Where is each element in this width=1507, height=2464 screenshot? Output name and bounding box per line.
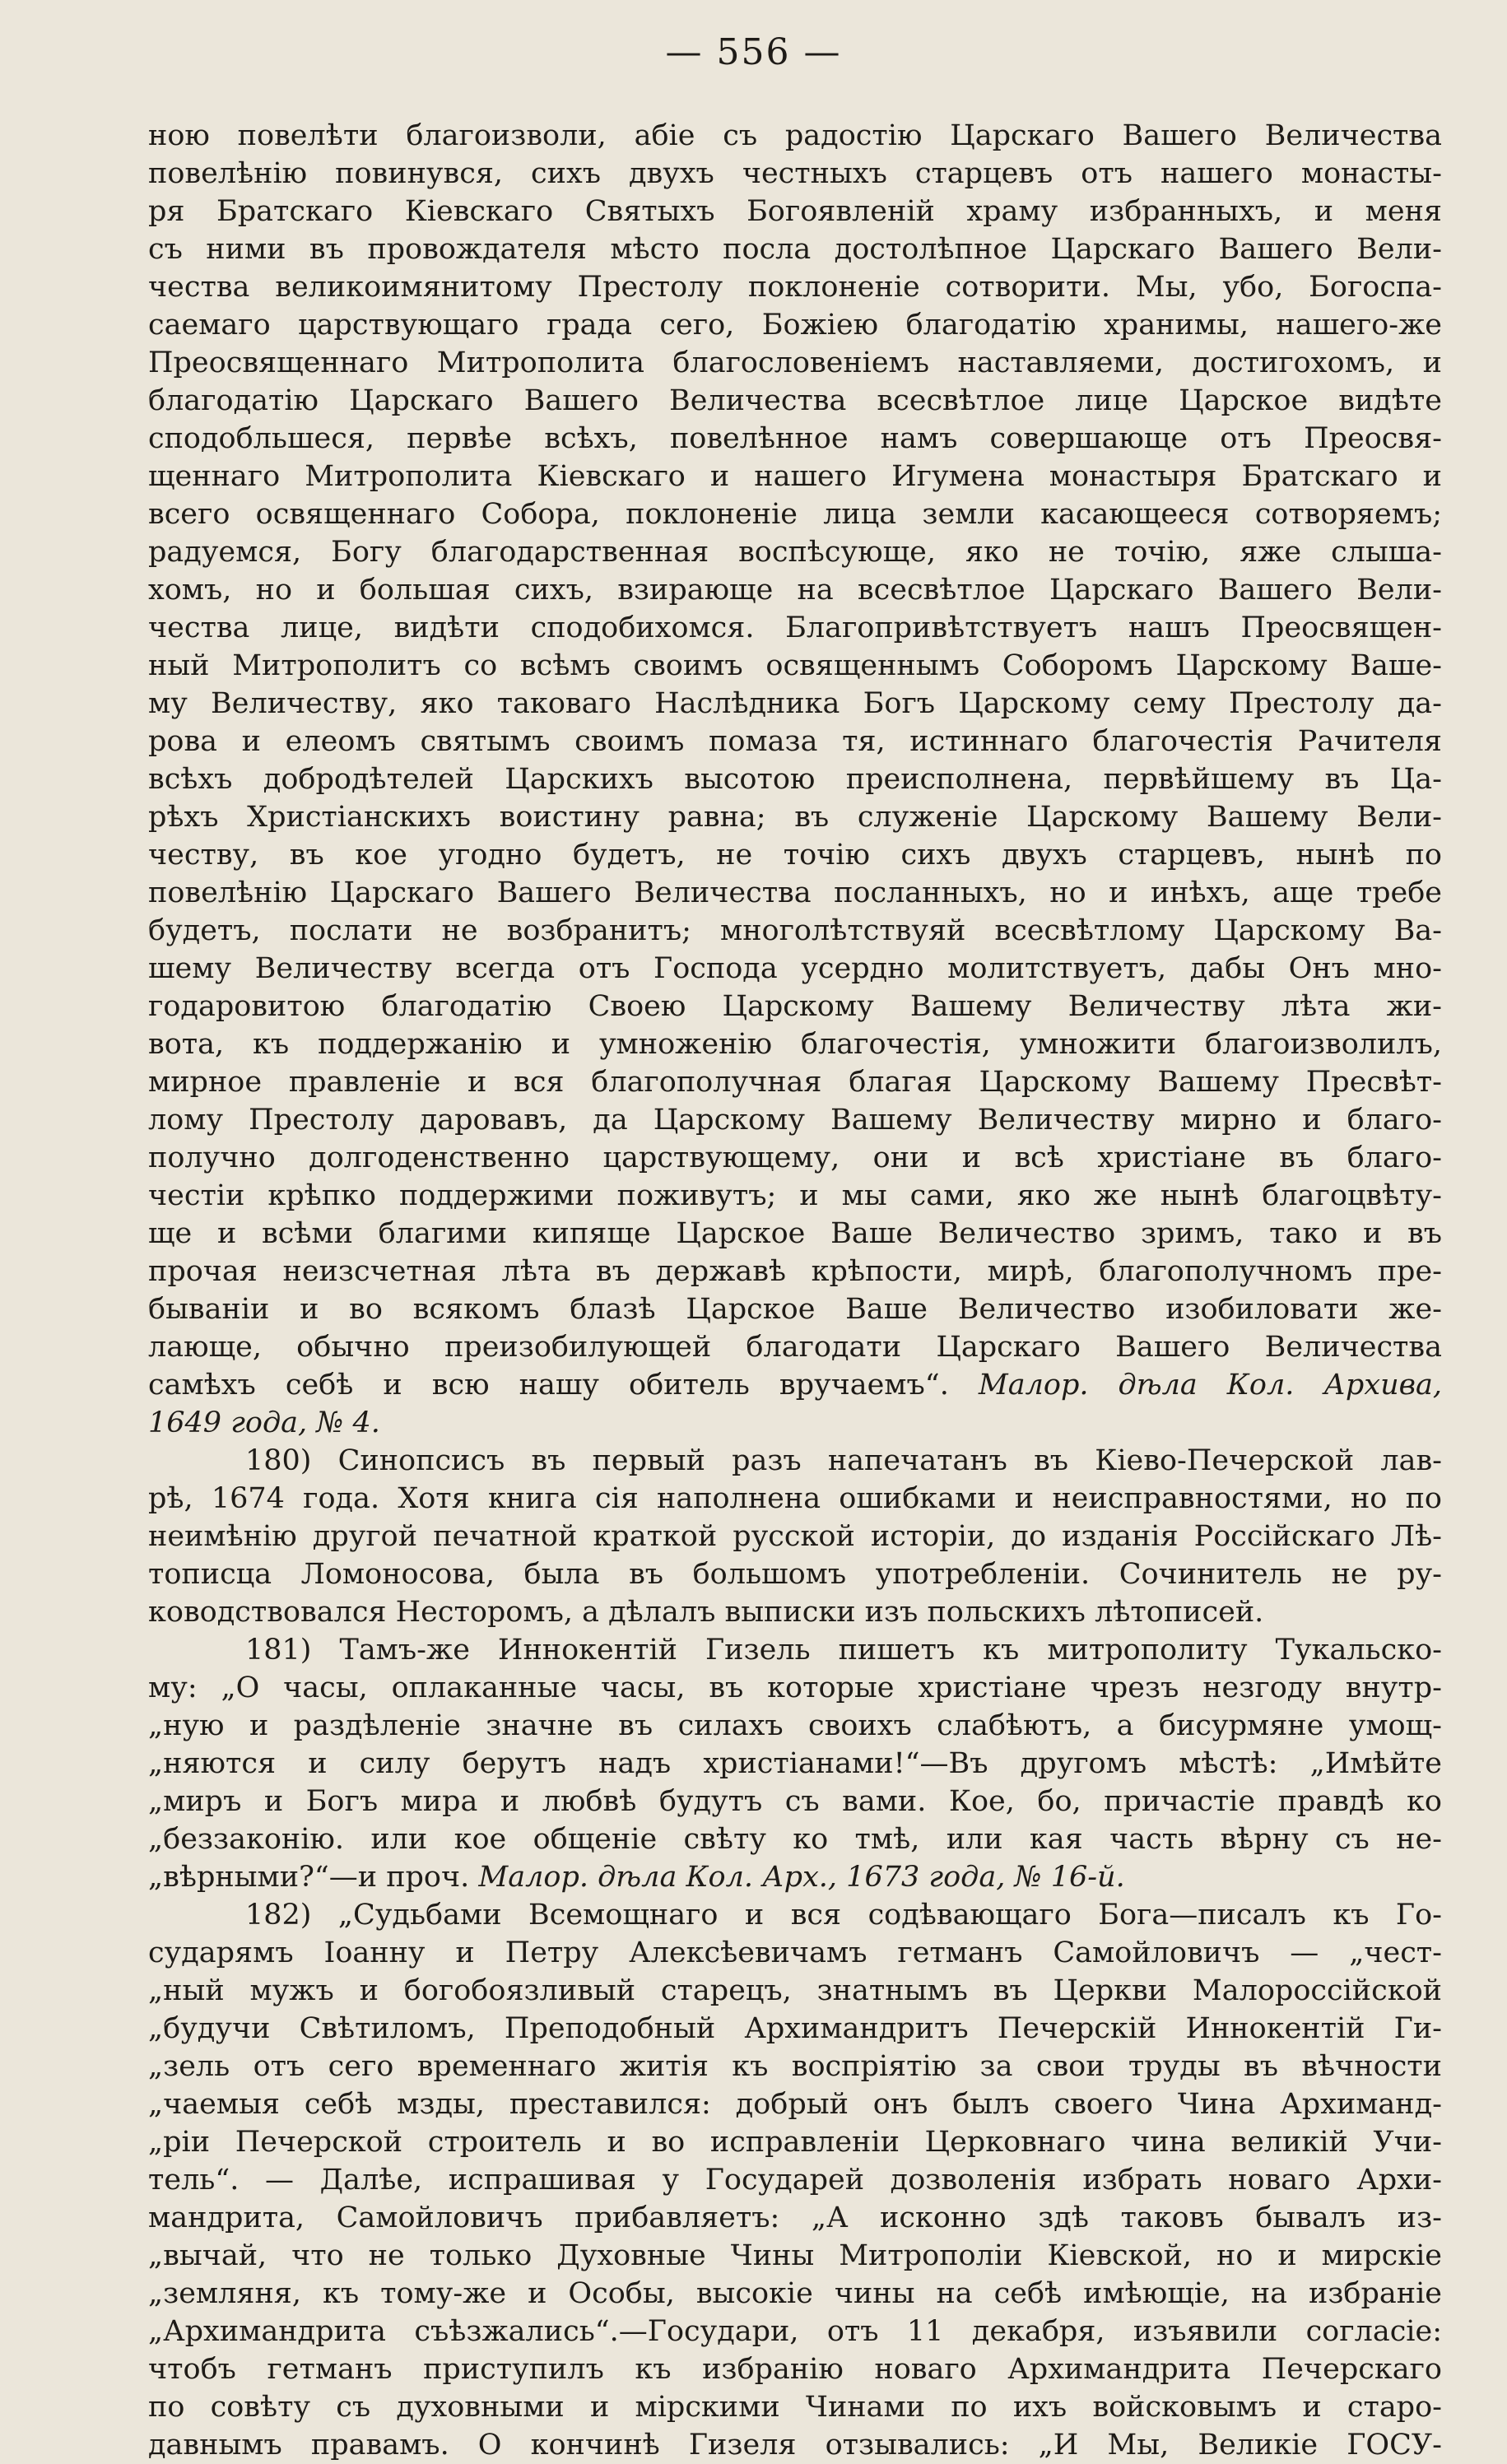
text-line: „беззаконію. или кое общеніе свѣту ко тмѣ, или кая часть вѣрну съ не- [148,1823,1442,1856]
text-line: рѣхъ Христіанскихъ воистину равна; въ служеніе Царскому Вашему Вели- [148,801,1442,834]
text-line: повелѣнію Царскаго Вашего Величества посланныхъ, но и инѣхъ, аще требе [148,876,1442,909]
text-line: получно долгоденственно царствующему, они и всѣ христіане въ благо- [148,1141,1442,1174]
citation-text: „вѣрными?“—и проч. [148,1861,470,1894]
citation-source: Малор. дѣла Кол. Архива, [978,1369,1442,1402]
text-line: годаровитою благодатію Своею Царскому Вашему Величеству лѣта жи- [148,990,1442,1023]
text-line: радуемся, Богу благодарственная воспѣсующе, яко не точію, яже слыша- [148,536,1442,569]
text-line: по совѣту съ духовными и мірскими Чинами по ихъ войсковымъ и старо- [148,2391,1442,2424]
text-line: честву, въ кое угодно будетъ, не точію сихъ двухъ старцевъ, нынѣ по [148,839,1442,872]
text-line: повелѣнію повинувся, сихъ двухъ честныхъ старцевъ отъ нашего монасты- [148,157,1442,190]
footnote-180 [148,1442,1442,1631]
citation-source: 1649 года, № 4. [148,1406,380,1439]
text-line: сударямъ Іоанну и Петру Алексѣевичамъ гетманъ Самойловичъ — „чест- [148,1936,1442,1969]
text-line: „ную и раздѣленіе значне въ силахъ своихъ слабѣютъ, а бисурмяне умощ- [148,1709,1442,1742]
text-line: лающе, обычно преизобилующей благодати Царскаго Вашего Величества [148,1331,1442,1364]
text-line: ный Митрополитъ со всѣмъ своимъ освященнымъ Соборомъ Царскому Вашe- [148,649,1442,682]
citation-line [148,1858,1442,1896]
text-line: будетъ, послати не возбранитъ; многолѣтствуяй всесвѣтлому Царскому Ва- [148,914,1442,947]
text-line: 180) Синопсисъ въ первый разъ напечатанъ въ Кіево-Печерской лав- [245,1444,1442,1477]
text-line: тописца Ломоносова, была въ большомъ употребленіи. Сочинитель не ру- [148,1558,1442,1591]
main-text [148,117,1442,2464]
text-line: съ ними въ провождателя мѣсто посла достолѣпное Царскаго Вашего Вели- [148,233,1442,266]
text-line: 181) Тамъ-же Иннокентій Гизель пишетъ къ митрополиту Тукальско- [245,1634,1442,1667]
text-line: чества лице, видѣти сподобихомся. Благопривѣтствуетъ нашъ Преосвящен- [148,611,1442,644]
citation-text: самѣхъ себѣ и всю нашу обитель вручаемъ“. [148,1369,949,1402]
text-line: „ный мужъ и богобоязливый старецъ, знатнымъ въ Церкви Малороссійской [148,1974,1442,2007]
text-line: мирное правленіе и вся благополучная благая Царскому Вашему Пресвѣт- [148,1066,1442,1099]
text-line: „зель отъ сего временнаго житія къ воспріятію за свои труды въ вѣчности [148,2050,1442,2083]
text-line: чества великоимянитому Престолу поклоненіе сотворити. Мы, убо, Богоспа- [148,271,1442,304]
text-line: „земляня, къ тому-же и Особы, высокіе чины на себѣ имѣющіе, на избраніе [148,2277,1442,2310]
letter-paragraph [148,117,1442,1442]
text-line: ною повелѣти благоизволи, абіе съ радостію Царскаго Вашего Величества [148,119,1442,152]
citation-source: Малор. дѣла Кол. Арх., 1673 года, № 16-й. [478,1861,1125,1894]
citation-line [148,1366,1442,1404]
text-line: тель“. — Далѣе, испрашивая у Государей дозволенія избрать новаго Архи- [148,2164,1442,2197]
text-line: неимѣнію другой печатной краткой русской исторіи, до изданія Россійскаго Лѣ- [148,1520,1442,1553]
page-number: — 556 — [665,31,842,73]
text-line: шему Величеству всегда отъ Господа усердно молитствуетъ, дабы Онъ мно- [148,952,1442,985]
text-line: вота, къ поддержанію и умноженію благочестія, умножити благоизволилъ, [148,1028,1442,1061]
text-line: мандрита, Самойловичъ прибавляетъ: „А исконно здѣ таковъ бывалъ из- [148,2201,1442,2234]
text-line: му Величеству, яко таковаго Наслѣдника Богъ Царскому сему Престолу да- [148,687,1442,720]
text-line: щеннаго Митрополита Кіевскаго и нашего Игумена монастыря Братскаго и [148,460,1442,493]
text-line: хомъ, но и большая сихъ, взирающе на всесвѣтлое Царскаго Вашего Вели- [148,574,1442,607]
text-line: рѣ, 1674 года. Хотя книга сія наполнена ошибками и неисправностями, но по [148,1482,1442,1515]
text-line: „миръ и Богъ мира и любвѣ будутъ съ вами. Кое, бо, причастіе правдѣ ко [148,1785,1442,1818]
text-line: давнымъ правамъ. О кончинѣ Гизеля отзывались: „И Мы, Великіе ГОСУ- [148,2429,1442,2462]
text-line: благодатію Царскаго Вашего Величества всесвѣтлое лице Царское видѣте [148,384,1442,417]
text-line: бываніи и во всякомъ блазѣ Царское Ваше Величество изобиловати же- [148,1293,1442,1326]
text-line: честіи крѣпко поддержими поживутъ; и мы сами, яко же нынѣ благоцвѣту- [148,1179,1442,1212]
text-line: „будучи Свѣтиломъ, Преподобный Архимандритъ Печерскій Иннокентій Ги- [148,2012,1442,2045]
text-line: „няются и силу берутъ надъ христіанами!“—Въ другомъ мѣстѣ: „Имѣйте [148,1747,1442,1780]
text-line: 182) „Судьбами Всемощнаго и вся содѣвающаго Бога—писалъ къ Го- [245,1899,1442,1932]
footnote-181 [148,1631,1442,1896]
text-line: лому Престолу даровавъ, да Царскому Вашему Величеству мирно и благо- [148,1104,1442,1137]
text-line: „Архимандрита съѣзжались“.—Государи, отъ 11 декабря, изъявили согласіе: [148,2315,1442,2348]
text-line: всего освященнаго Собора, поклоненіе лица земли касающееся сотворяемъ; [148,498,1442,531]
text-line: прочая неизсчетная лѣта въ державѣ крѣпости, мирѣ, благополучномъ пре- [148,1255,1442,1288]
text-line: му: „О часы, оплаканные часы, въ которые христіане чрезъ незгоду внутр- [148,1671,1442,1704]
text-line: рова и елеомъ святымъ своимъ помаза тя, истиннаго благочестія Рачителя [148,725,1442,758]
text-line: Преосвященнаго Митрополита благословеніемъ наставляеми, достигохомъ, и [148,346,1442,379]
text-line: сподобльшеся, первѣе всѣхъ, повелѣнное намъ совершающе отъ Преосвя- [148,422,1442,455]
citation-line [148,1404,1442,1442]
text-line: саемаго царствующаго града сего, Божіею благодатію хранимы, нашего-же [148,309,1442,342]
text-line: ря Братскаго Кіевскаго Святыхъ Богоявленій храму избранныхъ, и меня [148,195,1442,228]
text-line: „чаемыя себѣ мзды, преставился: добрый онъ былъ своего Чина Архиманд- [148,2088,1442,2121]
text-line: чтобъ гетманъ приступилъ къ избранію новаго Архимандрита Печерскаго [148,2353,1442,2386]
text-line: „ріи Печерской строитель и во исправленіи Церковнаго чина великій Учи- [148,2126,1442,2159]
text-line: ще и всѣми благими кипяще Царское Ваше Величество зримъ, тако и въ [148,1217,1442,1250]
footnote-182 [148,1896,1442,2464]
text-line: всѣхъ добродѣтелей Царскихъ высотою преисполнена, первѣйшему въ Ца- [148,763,1442,796]
text-line: „вычай, что не только Духовные Чины Митрополіи Кіевской, но и мирскіе [148,2239,1442,2272]
text-line: ководствовался Несторомъ, а дѣлалъ выписки изъ польскихъ лѣтописей. [148,1596,1264,1629]
